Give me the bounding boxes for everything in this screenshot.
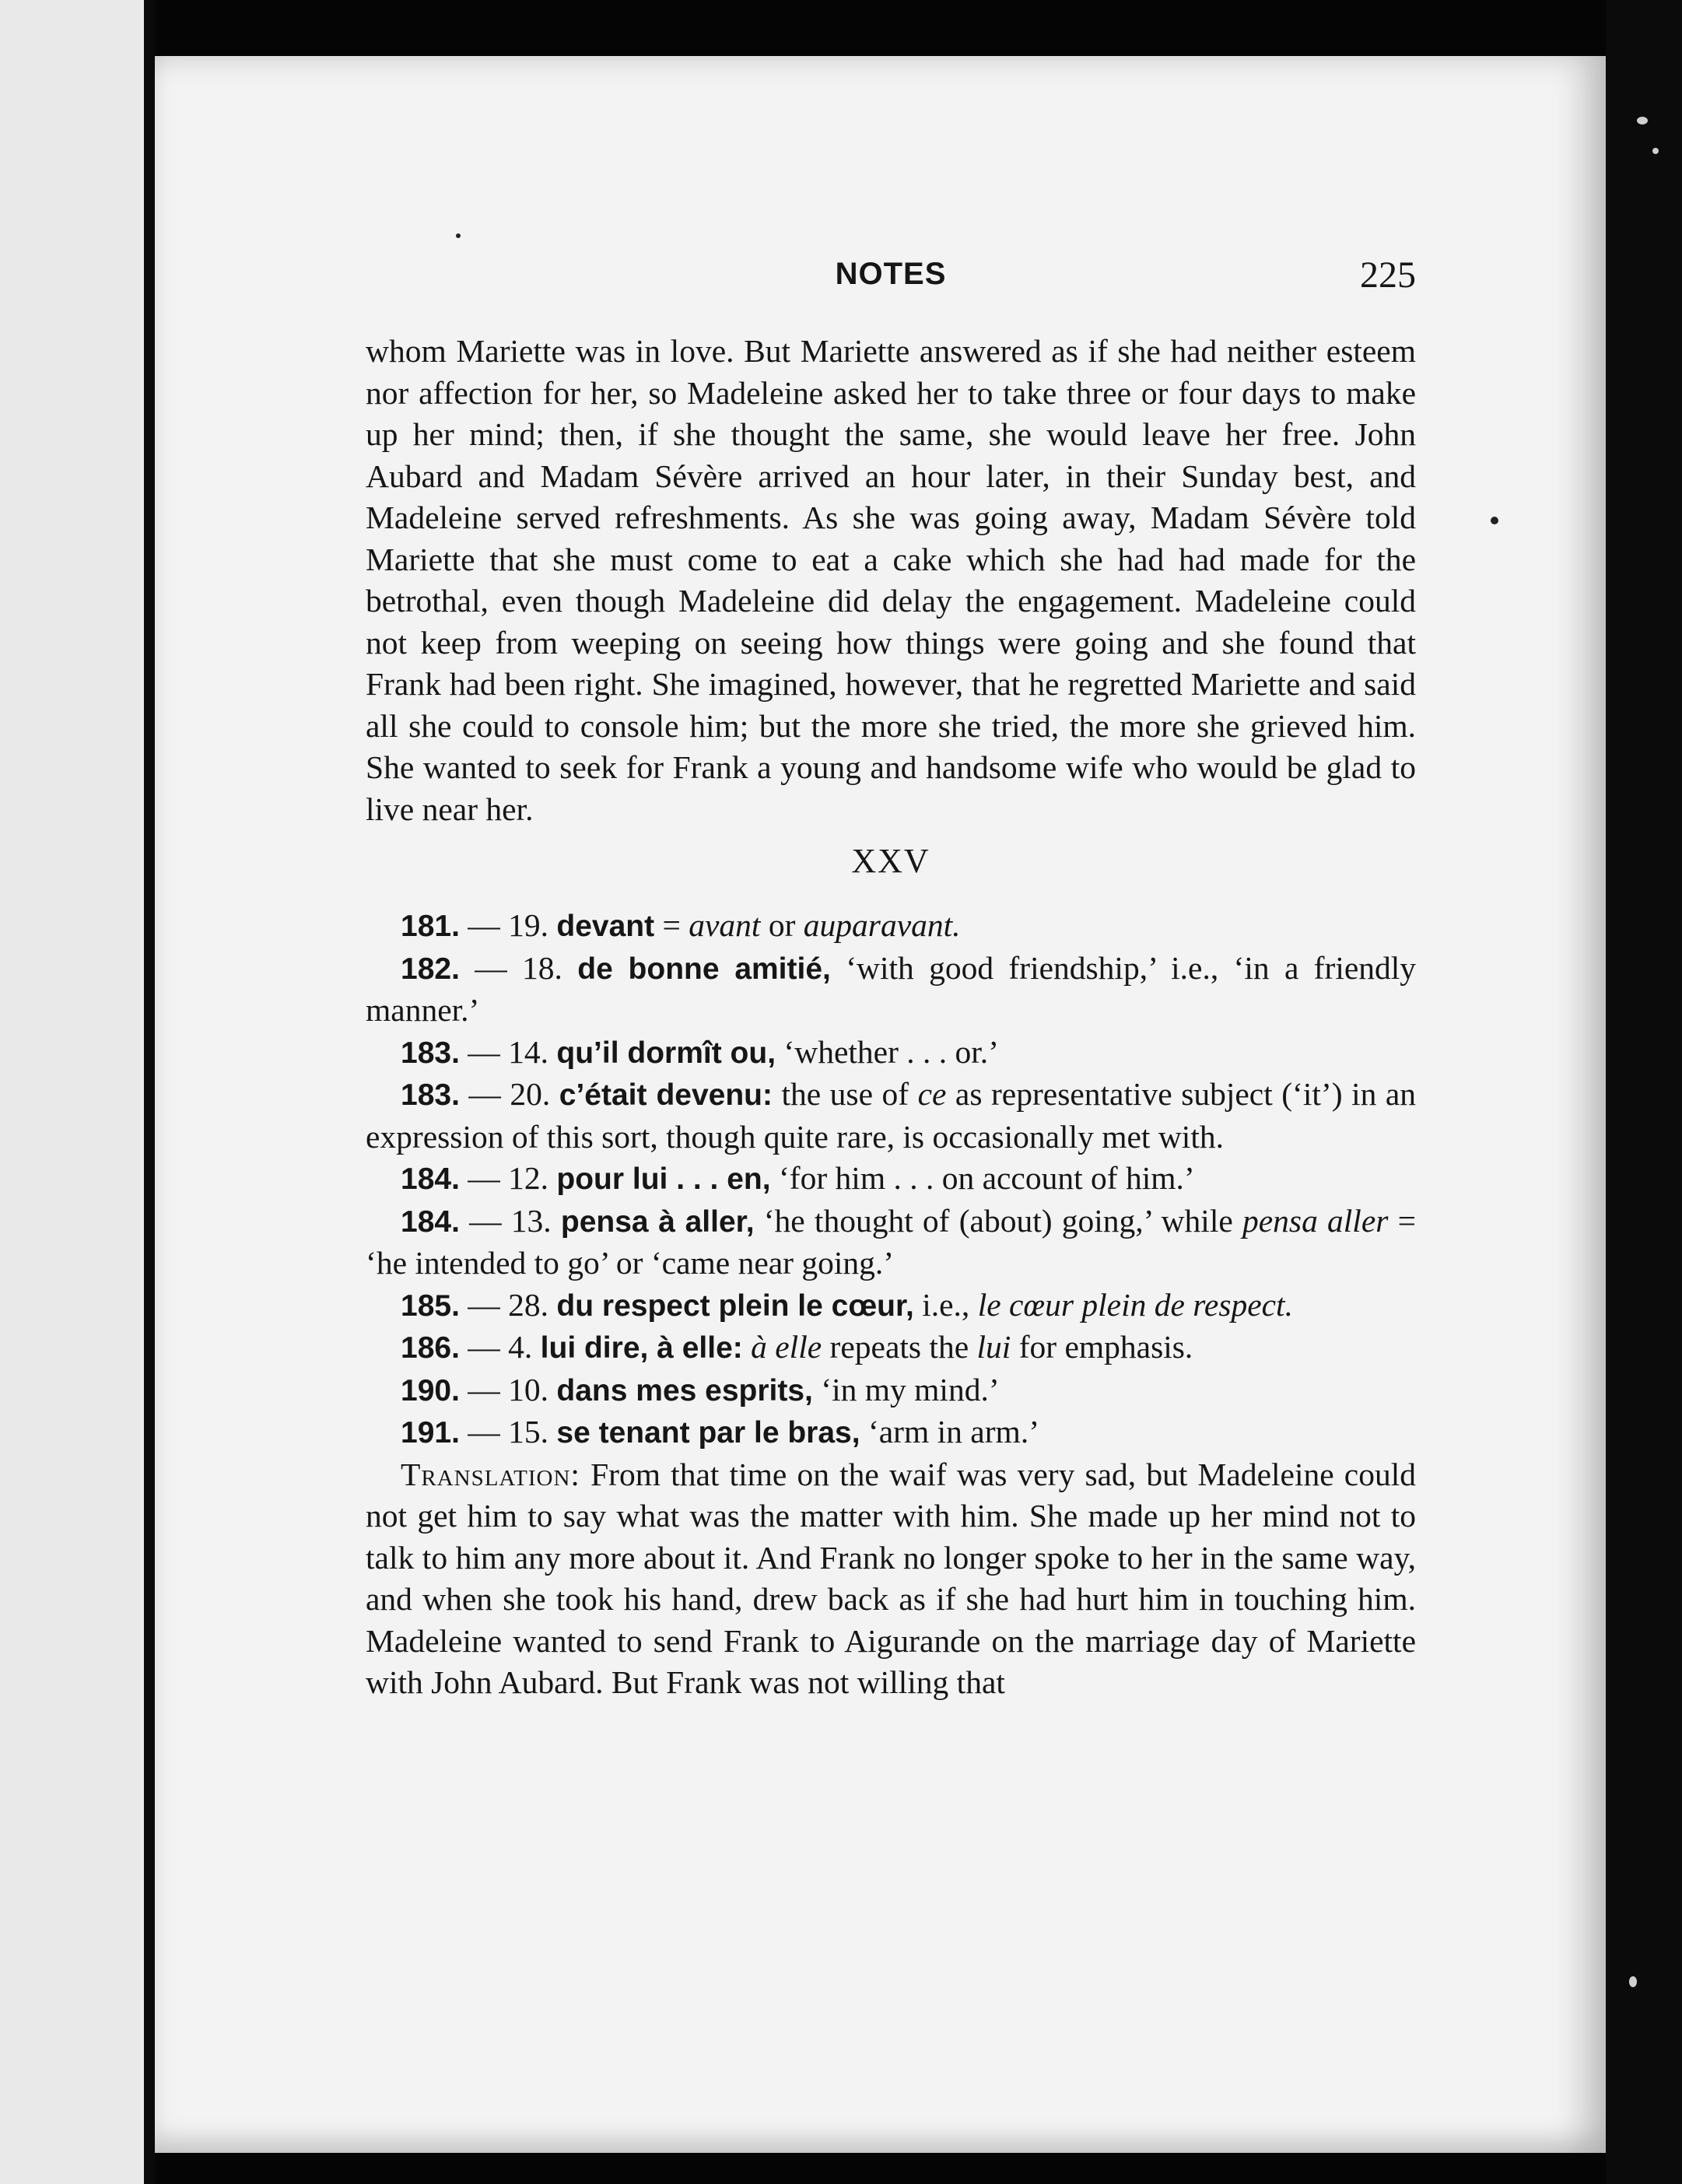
scan-speck	[456, 233, 461, 238]
notes-list	[366, 905, 1416, 1454]
scan-speck	[1491, 517, 1498, 524]
note-item: 185. — 28. du respect plein le cœur, i.e., le cœur plein de respect.	[401, 1286, 1293, 1323]
paragraph: whom Mariette was in love. But Mariette answered as if she had neither esteem nor affection for her, so Madeleine asked her to take three or four days to make up her mind; then, if she thought the same, she would leave her free. John Aubard and Madam Sévère arrived an hour later, in their Sunday best, and Madeleine served refreshments. As she was going away, Madam Sévère told Mariette that she must come to eat a cake which she had had made for the betrothal, even though Madeleine did delay the engagement. Madeleine could not keep from weeping on seeing how things were going and she found that Frank had been right. She imagined, however, that he regretted Mariette and said all she could to console him; but the more she tried, the more she grieved him. She wanted to seek for Frank a young and handsome wife who would be glad to live near her.	[366, 333, 1416, 827]
note-item: 191. — 15. se tenant par le bras, ‘arm in arm.’	[401, 1414, 1040, 1450]
section-heading: XXV	[851, 842, 930, 880]
translation-label: Translation:	[401, 1456, 580, 1492]
scan-background	[1606, 0, 1682, 2184]
page-header	[366, 254, 1416, 303]
note-item: 186. — 4. lui dire, à elle: à elle repeats the lui for emphasis.	[401, 1329, 1193, 1365]
translation-paragraph	[366, 1454, 1416, 1704]
note-item: 184. — 12. pour lui . . . en, ‘for him . . . on account of him.’	[401, 1160, 1195, 1196]
book-spine-shadow	[144, 0, 155, 2184]
note-item: 181. — 19. devant = avant or auparavant.	[401, 907, 961, 943]
translation-text: From that time on the waif was very sad, but Madeleine could not get him to say what was the matter with him. She made up her mind not to talk to him any more about it. And Frank no longer spoke to her in the same way, and when she took his hand, drew back as if she had hurt him in touching him. Madeleine wanted to send Frank to Aigurande on the marriage day of Mariette with John Aubard. But Frank was not willing that	[366, 1456, 1416, 1700]
page-number: 225	[1360, 254, 1416, 296]
left-page-margin	[0, 0, 144, 2184]
note-item: 183. — 14. qu’il dormît ou, ‘whether . . . or.’	[401, 1033, 1000, 1070]
page-body	[366, 331, 1416, 1704]
running-head: NOTES	[835, 257, 947, 291]
note-item: 183. — 20. c’était devenu: the use of ce as representative subject (‘it’) in an expression of this sort, though quite rare, is occasionally met with.	[366, 1076, 1417, 1155]
note-item: 190. — 10. dans mes esprits, ‘in my mind.’	[401, 1371, 1000, 1408]
note-item: 182. — 18. de bonne amitié, ‘with good friendship,’ i.e., ‘in a friendly manner.’	[366, 949, 1417, 1028]
note-item: 184. — 13. pensa à aller, ‘he thought of (about) going,’ while pensa aller = ‘he intended to go’ or ‘came near going.’	[366, 1202, 1417, 1281]
